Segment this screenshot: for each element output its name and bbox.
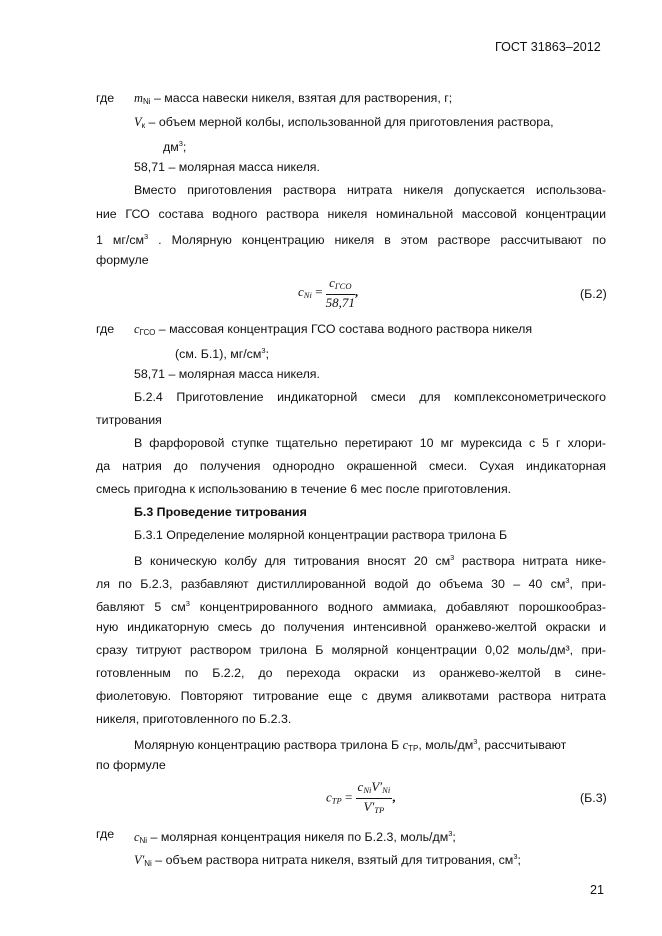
paragraph-line: фиолетовую. Повторяют титрование еще с двумя аликвотами раствора нитрата bbox=[96, 689, 606, 703]
definition-c-gso: $c_{ГСО}$ – массовая концентрация ГСО состава водного раствора никеля bbox=[134, 322, 533, 337]
paragraph-line: В коническую колбу для титрования вносят 20 $см^3$ раствора нитрата нике- bbox=[134, 553, 606, 568]
subsection-title: Б.2.4 Приготовление индикаторной смеси для комплексонометрического bbox=[134, 390, 606, 404]
subsection-title-cont: титрования bbox=[96, 413, 162, 427]
where-label: где bbox=[96, 827, 115, 841]
paragraph-line: формуле bbox=[96, 253, 149, 267]
paragraph-line: ля по Б.2.3, разбавляют дистиллированной водой до объема 30 – 40 $см^3$, при- bbox=[96, 576, 606, 591]
paragraph-line: 1 $мг/см^3$ . Молярную концентрацию никеля в этом растворе рассчитывают по bbox=[96, 232, 606, 247]
where-label: где bbox=[96, 322, 115, 336]
section-heading: Б.3 Проведение титрования bbox=[134, 505, 307, 519]
formula-b3: cТР = $\frac{\text{cNiV′Ni}}{V'ТР}$ , bbox=[326, 779, 396, 815]
formula-b2: cNi = $\frac{\text{cГСО}}{58,71}$ , bbox=[298, 275, 359, 310]
definition-v-k: $V_к$ – объем мерной колбы, использованной для приготовления раствора, bbox=[134, 115, 554, 130]
paragraph-line: Вместо приготовления раствора нитрата никеля допускается использова- bbox=[134, 183, 606, 197]
formula-number: (Б.2) bbox=[580, 287, 607, 301]
paragraph-line: бавляют 5 $см^3$ концентрированного водного аммиака, добавляют порошкообраз- bbox=[96, 599, 606, 614]
paragraph-line: сразу титруют раствором трилона Б молярной концентрации 0,02 моль/дм³, при- bbox=[96, 643, 606, 657]
definition-c-ni: $c_{Ni}$ – молярная концентрация никеля по Б.2.3, моль/$дм^3$; bbox=[134, 829, 456, 845]
definition-molar-mass: 58,71 – молярная масса никеля. bbox=[134, 160, 320, 174]
subsection-heading: Б.3.1 Определение молярной концентрации раствора трилона Б bbox=[134, 528, 508, 542]
formula-number: (Б.3) bbox=[580, 791, 607, 805]
paragraph-line: ние ГСО состава водного раствора никеля номинальной массовой концентрации bbox=[96, 207, 606, 221]
paragraph-line: ную индикаторную смесь до получения интенсивной оранжево-желтой окраски и bbox=[96, 620, 606, 634]
paragraph-line: по формуле bbox=[96, 758, 166, 772]
paragraph-line: Молярную концентрацию раствора трилона Б $c_{ТР}$, моль/$дм^3$, рассчитывают bbox=[134, 737, 567, 753]
definition-v-k-unit: $дм^3$; bbox=[163, 139, 187, 154]
definition-m-ni: $m_{Ni}$ – масса навески никеля, взятая для растворения, г; bbox=[134, 91, 453, 106]
paragraph-line: да натрия до получения однородно окрашенной смеси. Сухая индикаторная bbox=[96, 459, 606, 473]
definition-v-ni: $V'_{Ni}$ – объем раствора нитрата никеля, взятый для титрования, $см^3$; bbox=[134, 852, 521, 868]
definition-molar-mass: 58,71 – молярная масса никеля. bbox=[134, 367, 320, 381]
paragraph-line: никеля, приготовленного по Б.2.3. bbox=[96, 712, 292, 726]
paragraph-line: смесь пригодна к использованию в течение 6 мес после приготовления. bbox=[96, 482, 512, 496]
document-header: ГОСТ 31863–2012 bbox=[495, 40, 601, 54]
paragraph-line: готовленным по Б.2.2, до перехода окраски из оранжево-желтой в сине- bbox=[96, 666, 606, 680]
page-number: 21 bbox=[590, 883, 605, 897]
paragraph-line: В фарфоровой ступке тщательно перетирают 10 мг мурексида с 5 г хлори- bbox=[134, 436, 606, 450]
where-label: где bbox=[96, 91, 115, 105]
definition-c-gso-unit: (см. Б.1), $мг/см^3$; bbox=[175, 346, 270, 361]
